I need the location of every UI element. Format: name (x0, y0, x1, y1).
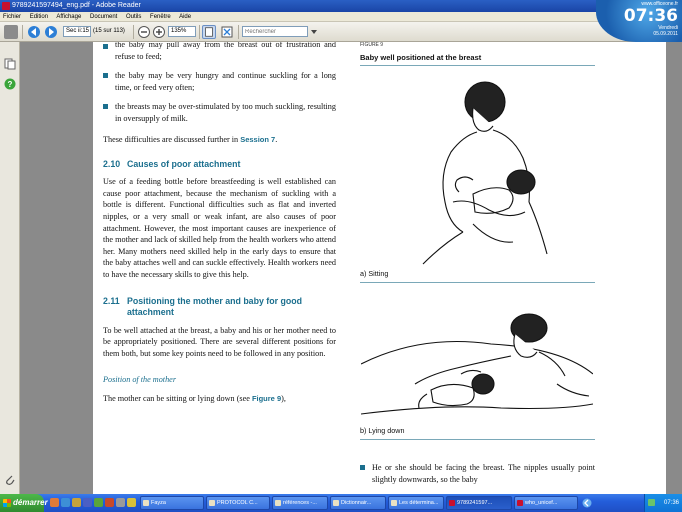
search-options-icon[interactable] (310, 27, 318, 37)
task-label: PROTOCOL C... (217, 500, 258, 506)
toolbar-separator (199, 25, 200, 39)
bullet-text: the baby may pull away from the breast out of frustration and refuse to feed; (115, 42, 336, 61)
menu-help[interactable]: Aide (179, 14, 192, 20)
section-number: 2.11 (103, 295, 120, 306)
pages-panel-icon[interactable] (4, 58, 16, 70)
window-titlebar[interactable] (0, 0, 682, 12)
taskbar-item-who-unicef[interactable] (514, 496, 578, 510)
folder-icon[interactable] (72, 498, 81, 507)
task-label: 9789241597... (457, 500, 493, 506)
section-2-11-heading (103, 296, 336, 318)
search-input[interactable] (242, 26, 308, 37)
window-title: 9789241597494_eng.pdf - Adobe Reader (12, 2, 141, 9)
lying-down-illustration (361, 304, 593, 422)
taskbar-item-determinants[interactable] (388, 496, 444, 510)
menu-window[interactable]: Fenêtre (150, 14, 171, 20)
ie-icon[interactable] (61, 498, 70, 507)
toolbar-separator (238, 25, 239, 39)
caption-lying-down: b) Lying down (360, 426, 405, 435)
page-number-input[interactable]: Sec ii:15 (63, 26, 91, 37)
task-icon (391, 500, 397, 506)
zoom-in-icon[interactable] (152, 25, 166, 39)
section-title: Positioning the mother and baby for good attachment (127, 295, 302, 317)
bullet-item (103, 101, 336, 124)
menu-edit[interactable]: Edition (29, 14, 49, 20)
bullet-text: the breasts may be over-stimulated by too much suckling, resulting in oversupply of milk. (115, 102, 336, 123)
media-icon[interactable] (105, 498, 114, 507)
zoom-select[interactable]: 135% (168, 26, 196, 37)
bullet-text: He or she should be facing the breast. The nipples usually point slightly downwards, so the baby (372, 463, 595, 484)
document-viewport[interactable] (20, 42, 682, 494)
windows-logo-icon (3, 499, 11, 507)
network-icon[interactable] (648, 499, 655, 506)
page-count: (15 sur 113) (93, 28, 125, 34)
mother-position-line (103, 393, 336, 405)
start-label: démarrer (13, 498, 48, 507)
task-label: références -... (283, 500, 317, 506)
toolbar (0, 22, 682, 42)
clock-day: Vendredi (658, 25, 678, 31)
taskbar-item-dictionnaire[interactable] (330, 496, 386, 510)
menu-file[interactable]: Fichier (3, 14, 22, 20)
reference-suffix: . (275, 134, 278, 144)
word-icon[interactable] (83, 498, 92, 507)
desktop-icon[interactable] (116, 498, 125, 507)
clock-site: www.officeone.fr (641, 1, 678, 7)
menu-document[interactable]: Document (89, 14, 118, 20)
reference-text: These difficulties are discussed further in (103, 134, 241, 144)
bullet-square (360, 465, 365, 470)
bullet-item (103, 42, 336, 62)
menu-view[interactable]: Affichage (56, 14, 82, 20)
line-text: The mother can be sitting or lying down (see (103, 393, 252, 403)
start-button[interactable] (0, 494, 48, 512)
figure-rule (360, 439, 595, 440)
reference-paragraph (103, 134, 336, 146)
clock-time: 07:36 (623, 6, 678, 26)
navigation-pane (0, 42, 20, 494)
system-tray (644, 494, 682, 512)
svg-text:?: ? (7, 80, 13, 89)
figure-rule (360, 282, 595, 283)
position-of-mother-subhead: Position of the mother (103, 375, 176, 385)
expand-tray-icon[interactable] (582, 498, 592, 508)
section-2-11-paragraph: To be well attached at the breast, a baby and his or her mother need to be appropriately positioned. There are several different positions for them both, but some key points need to be followed in any position. (103, 325, 336, 358)
bullet-text: the baby may be very hungry and continue suckling for a long time, or feed very often; (115, 71, 336, 92)
figure-label: FIGURE 9 (360, 42, 384, 48)
clock-widget (596, 0, 682, 42)
pdf-page (93, 42, 666, 494)
section-2-10-heading (103, 159, 336, 170)
print-icon[interactable] (4, 25, 18, 39)
sitting-illustration (413, 74, 563, 274)
toolbar-separator (22, 25, 23, 39)
toolbar-separator (133, 25, 134, 39)
taskbar (0, 494, 682, 512)
full-screen-icon[interactable] (220, 25, 234, 39)
bullet-square (103, 73, 108, 78)
bullet-square (103, 104, 108, 109)
firefox-icon[interactable] (50, 498, 59, 507)
task-label: Les détermina... (399, 500, 439, 506)
session-7-link[interactable]: Session 7 (240, 134, 276, 144)
previous-page-icon[interactable] (27, 25, 41, 39)
help-icon[interactable] (4, 78, 16, 90)
show-more-icon[interactable] (127, 498, 136, 507)
task-icon (209, 500, 215, 506)
task-icon (333, 500, 339, 506)
clock-date: 05.09.2011 (653, 31, 678, 37)
figure-title: Baby well positioned at the breast (360, 52, 482, 62)
next-page-icon[interactable] (44, 25, 58, 39)
bullet-square (103, 44, 108, 49)
taskbar-item-fayza[interactable] (140, 496, 204, 510)
task-icon (143, 500, 149, 506)
task-icon (275, 500, 281, 506)
taskbar-item-protocol[interactable] (206, 496, 270, 510)
menu-bar (0, 12, 682, 22)
task-icon (517, 500, 523, 506)
section-number: 2.10 (103, 159, 121, 170)
line-suffix: ), (281, 393, 286, 403)
attachment-icon[interactable] (4, 474, 16, 486)
excel-icon[interactable] (94, 498, 103, 507)
bullet-item (103, 70, 336, 93)
figure-rule (360, 65, 595, 66)
menu-tools[interactable]: Outils (126, 14, 142, 20)
adobe-reader-icon (2, 2, 10, 10)
section-2-10-paragraph: Use of a feeding bottle before breastfeeding is well established can cause poor attachment, because the mechanism of suckling with a bottle is different. Functional difficulties such as flat and inverted nipples, or a very small or weak infant, are also causes of poor attachment. However, the most important causes are inexperience of the mother and lack of skilled help from the health workers who attend her. Many mothers need skilled help in the early days to ensure that the baby attaches well and can suckle effectively. Health workers need to have the necessary skills to give this help. (103, 177, 336, 279)
task-label: who_unicef... (525, 500, 558, 506)
tray-clock[interactable]: 07:36 (663, 500, 679, 506)
figure-9-link[interactable]: Figure 9 (251, 393, 282, 403)
bullet-item (360, 462, 595, 485)
taskbar-item-pdf-active[interactable] (446, 496, 512, 510)
task-label: Fayza (151, 500, 166, 506)
task-icon (449, 500, 455, 506)
zoom-out-icon[interactable] (137, 25, 151, 39)
section-title: Causes of poor attachment (127, 159, 241, 170)
caption-sitting: a) Sitting (360, 269, 389, 278)
taskbar-item-references[interactable] (272, 496, 328, 510)
task-label: Dictionnair... (341, 500, 372, 506)
fit-page-icon[interactable] (202, 25, 216, 39)
